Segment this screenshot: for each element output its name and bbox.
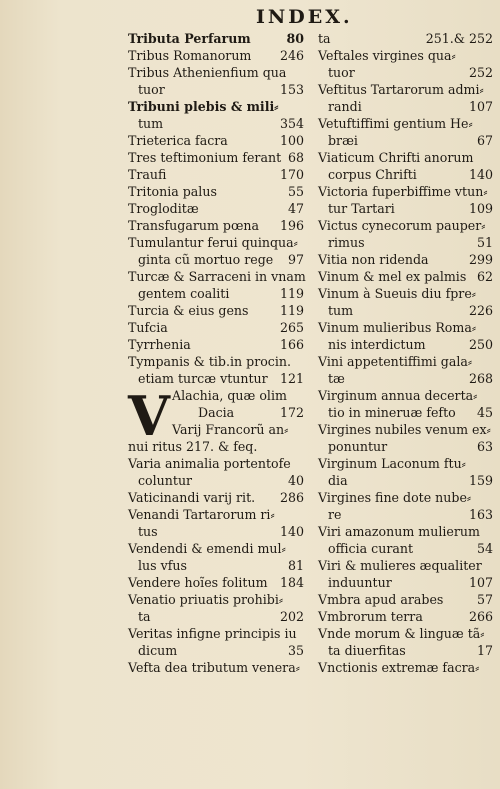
entry-page: 109 [468,201,493,216]
index-entry [128,81,304,98]
index-entry [318,217,493,234]
entry-text: Viaticum Chrifti anorum [318,150,474,165]
entry-text: Trieterica facra [128,133,228,148]
index-entry [128,132,304,149]
entry-text: Tympanis & tib.in procin. [128,354,291,369]
index-entry [128,149,304,166]
index-entry [318,166,493,183]
index-entry [128,217,304,234]
entry-page: 119 [279,303,304,318]
index-entry [128,540,304,557]
entry-page: 184 [279,575,304,590]
entry-text: ta diuerfitas [328,643,406,658]
index-entry [318,336,493,353]
entry-text: tæ [328,371,345,386]
entry-page: 17 [476,643,493,658]
entry-text: Vmbrorum terra [318,609,423,624]
entry-text: officia curant [328,541,414,556]
index-entry [128,319,304,336]
index-entry [128,421,304,438]
index-entry [318,183,493,200]
entry-text: ginta cũ mortuo rege [138,252,274,267]
entry-text: Tribus Athenienfium qua [128,65,287,80]
entry-text: tuor [328,65,355,80]
index-entry [318,285,493,302]
index-entry [318,438,493,455]
initial-block [128,384,304,455]
entry-text: ponuntur [328,439,388,454]
entry-page: 55 [287,184,304,199]
entry-page: 159 [468,473,493,488]
entry-text: Vitia non ridenda [318,252,429,267]
index-entry [128,472,304,489]
entry-text: ta [318,31,331,46]
index-entry [128,302,304,319]
entry-text: induuntur [328,575,392,590]
index-entry [318,387,493,404]
entry-text: Tres teftimonium ferant [128,150,282,165]
entry-text: tum [138,116,164,131]
entry-text: Traufi [128,167,167,182]
index-entry [318,132,493,149]
entry-page: 266 [468,609,493,624]
index-entry [318,319,493,336]
entry-text: Tributa Perfarum [128,31,251,46]
entry-page: 68 [287,150,304,165]
index-entry [128,438,304,455]
entry-page: 80 [286,31,304,46]
index-entry [318,489,493,506]
entry-text: Veritas infigne principis iu [128,626,297,641]
entry-page: 246 [279,48,304,63]
entry-text: Viri & mulieres æqualiter [318,558,482,573]
index-entry [318,625,493,642]
index-entry [128,30,304,47]
entry-text: Virgines nubiles venum ex⸗ [318,422,491,437]
entry-text: Venatio priuatis prohibi⸗ [128,592,284,607]
index-entry [318,200,493,217]
index-entry [128,625,304,642]
entry-page: 81 [287,558,304,573]
index-entry [318,149,493,166]
index-entry [128,523,304,540]
entry-page: 45 [476,405,493,420]
index-entry [128,234,304,251]
index-column-left [128,30,304,676]
entry-text: Virginum Laconum ftu⸗ [318,456,466,471]
entry-text: dicum [138,643,178,658]
index-entry [128,115,304,132]
entry-page: 286 [279,490,304,505]
entry-text: nui ritus 217. & feq. [128,439,258,454]
entry-text: tus [138,524,158,539]
index-entry [128,455,304,472]
index-entry [318,421,493,438]
entry-page: 54 [476,541,493,556]
entry-text: tum [328,303,354,318]
entry-text: rimus [328,235,365,250]
entry-page: 354 [279,116,304,131]
entry-text: Tribuni plebis & mili⸗ [128,99,279,114]
entry-text: coluntur [138,473,193,488]
index-entry [128,200,304,217]
index-entry [128,166,304,183]
index-entry [318,540,493,557]
entry-page: 97 [287,252,304,267]
entry-page: 268 [468,371,493,386]
index-entry [128,659,304,676]
index-entry [128,251,304,268]
entry-text: lus vfus [138,558,187,573]
entry-text: nis interdictum [328,337,426,352]
entry-text: Tritonia palus [128,184,217,199]
entry-page: 35 [287,643,304,658]
entry-text: Victoria fuperbiffime vtun⸗ [318,184,488,199]
entry-page: 57 [476,592,493,607]
entry-text: Venandi Tartarorum ri⸗ [128,507,275,522]
index-entry [318,404,493,421]
entry-page: 119 [279,286,304,301]
index-entry [128,47,304,64]
entry-text: tur Tartari [328,201,395,216]
index-entry [128,557,304,574]
index-entry [128,574,304,591]
index-entry [318,591,493,608]
index-entry [128,336,304,353]
index-entry [318,523,493,540]
entry-page: 202 [279,609,304,624]
entry-page: 252 [468,65,493,80]
entry-text: Alachia, quæ olim [172,388,287,403]
entry-text: Tumulantur ferui quinqua⸗ [128,235,298,250]
index-entry [318,30,493,47]
entry-page: 226 [468,303,493,318]
index-entry [318,472,493,489]
index-entry [128,353,304,370]
entry-text: etiam turcæ vtuntur [138,371,268,386]
index-column-right [318,30,493,676]
index-entry [318,251,493,268]
entry-page: 153 [279,82,304,97]
index-entry [318,268,493,285]
entry-page: 163 [468,507,493,522]
index-entry [128,64,304,81]
index-entry [128,387,304,404]
index-entry [318,659,493,676]
entry-text: Transfugarum pœna [128,218,260,233]
index-entry [128,98,304,115]
entry-text: Vnde morum & linguæ tã⸗ [318,626,485,641]
entry-text: Vini appetentiffimi gala⸗ [318,354,473,369]
entry-text: Tyrrhenia [128,337,191,352]
entry-page: 196 [279,218,304,233]
index-entry [128,506,304,523]
entry-text: Veftitus Tartarorum admi⸗ [318,82,484,97]
index-entry [318,81,493,98]
index-entry [318,115,493,132]
entry-text: Varia animalia portentofe [128,456,291,471]
entry-text: Tufcia [128,320,168,335]
index-entry [128,608,304,625]
entry-text: Vmbra apud arabes [318,592,444,607]
index-entry [318,506,493,523]
entry-text: Veftales virgines qua⸗ [318,48,456,63]
entry-text: Turcia & eius gens [128,303,249,318]
index-entry [318,47,493,64]
entry-page: 107 [468,99,493,114]
entry-text: Viri amazonum mulierum [318,524,480,539]
entry-page: 265 [279,320,304,335]
entry-text: Trogloditæ [128,201,199,216]
entry-page: 140 [468,167,493,182]
entry-page: 251.& 252 [425,31,493,46]
entry-text: bræi [328,133,358,148]
index-entry [128,489,304,506]
index-entry [318,234,493,251]
entry-text: Vendere hoĩes folitum [128,575,268,590]
entry-text: Vetuftiffimi gentium He⸗ [318,116,473,131]
entry-page: 67 [476,133,493,148]
entry-page: 47 [287,201,304,216]
entry-page: 140 [279,524,304,539]
entry-page: 121 [279,371,304,386]
entry-page: 100 [279,133,304,148]
entry-text: tuor [138,82,165,97]
entry-text: dia [328,473,348,488]
index-entry [318,302,493,319]
entry-text: Vinum mulieribus Roma⸗ [318,320,477,335]
index-entry [318,574,493,591]
entry-text: Vefta dea tributum venera⸗ [128,660,300,675]
entry-text: tio in mineruæ fefto [328,405,456,420]
entry-page: 51 [476,235,493,250]
entry-text: re [328,507,342,522]
entry-text: Vendendi & emendi mul⸗ [128,541,286,556]
entry-page: 63 [476,439,493,454]
index-entry [318,98,493,115]
entry-text: Vaticinandi varij rit. [128,490,256,505]
index-entry [318,642,493,659]
entry-page: 250 [468,337,493,352]
index-entry [318,455,493,472]
entry-text: ta [138,609,151,624]
entry-page: 107 [468,575,493,590]
entry-page: 40 [287,473,304,488]
entry-text: Tribus Romanorum [128,48,252,63]
index-entry [318,64,493,81]
index-entry [128,642,304,659]
entry-page: 172 [279,405,304,420]
index-entry [318,353,493,370]
entry-text: corpus Chrifti [328,167,417,182]
index-entry [318,608,493,625]
index-entry [128,183,304,200]
index-entry [128,285,304,302]
index-entry [128,404,304,421]
entry-page: 170 [279,167,304,182]
entry-text: Victus cynecorum pauper⸗ [318,218,486,233]
entry-text: Dacia [198,405,235,420]
entry-text: randi [328,99,362,114]
index-entry [128,268,304,285]
entry-page: 299 [468,252,493,267]
index-entry [318,370,493,387]
entry-text: Virginum annua decerta⸗ [318,388,478,403]
drop-cap-initial: V [128,384,170,448]
entry-text: Vnctionis extremæ facra⸗ [318,660,480,675]
page-header: INDEX. [256,6,353,28]
entry-text: gentem coaliti [138,286,230,301]
index-entry [128,591,304,608]
entry-text: Vinum & mel ex palmis [318,269,467,284]
entry-page: 62 [476,269,493,284]
entry-text: Varij Francorũ an⸗ [172,422,289,437]
entry-text: Virgines fine dote nube⸗ [318,490,472,505]
entry-text: Vinum à Sueuis diu fpre⸗ [318,286,476,301]
entry-text: Turcæ & Sarraceni in vnam [128,269,306,284]
entry-page: 166 [279,337,304,352]
index-entry [318,557,493,574]
